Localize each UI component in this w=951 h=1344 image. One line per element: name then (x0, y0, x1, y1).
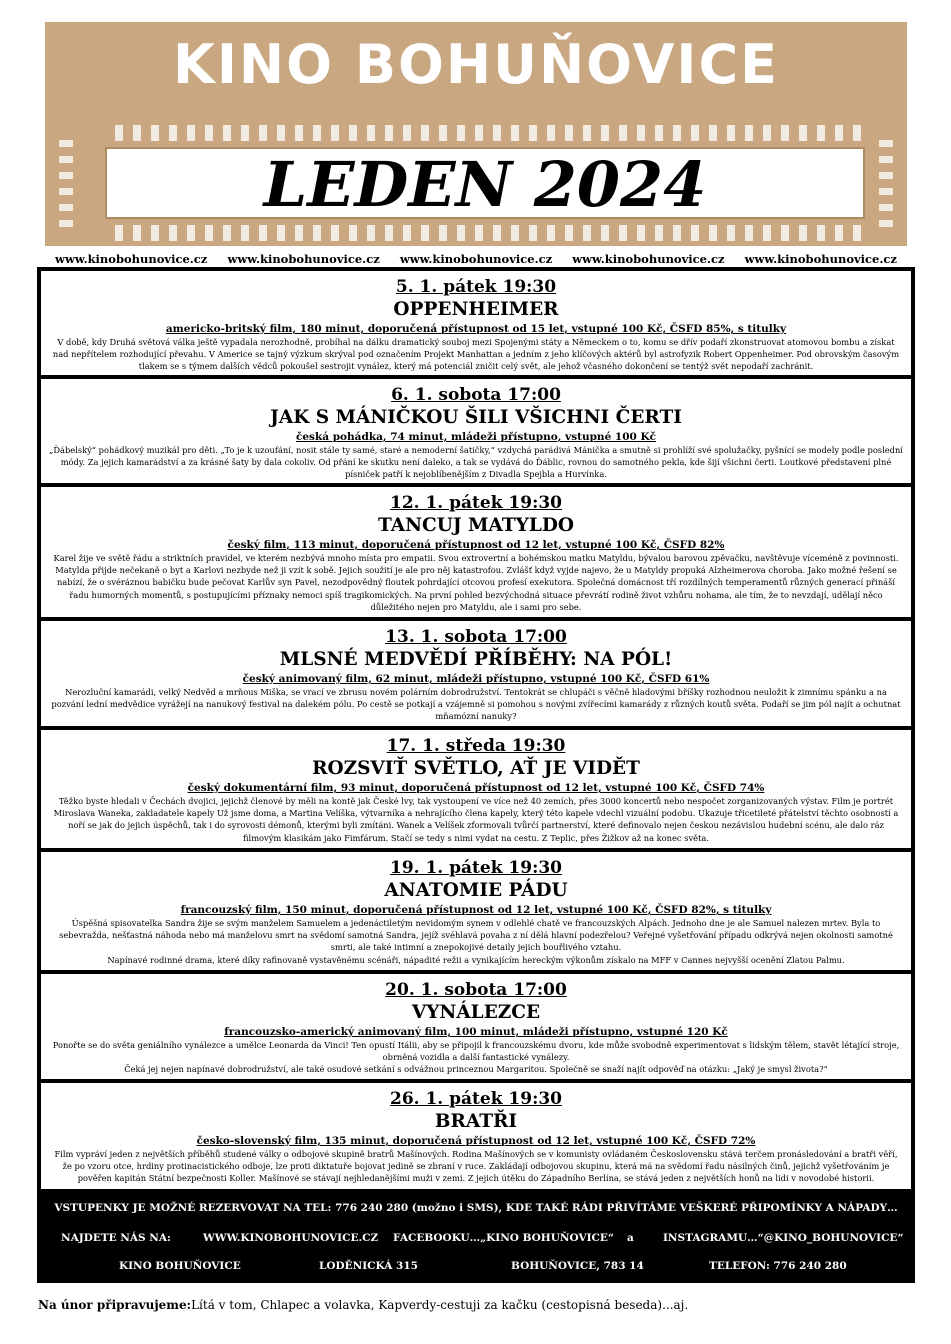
cinema-name: KINO BOHUŇOVICE (173, 33, 779, 96)
event-description: Ponořte se do světa geniálního vynálezce a umělce Leonarda da Vinci! Ten opustí Itálii, aby se připojil k francouzskému dvoru, kde může svobodně experimentovat s lidským tělem, stavět létající stroje, obrněná vozidla a další fantastické vynálezy. (52, 1040, 900, 1063)
event-manicka (41, 379, 911, 483)
town-address: BOHUŇOVICE, 783 14 (511, 1260, 644, 1272)
event-description: Film vypráví jeden z největších příběhů studené války o odbojové skupině bratrů Mašínových. Rodina Mašínových se v komunisty ovládaném Československu stává terčem pronásledování a bratři věří, že po vzoru otce, hrdiny protinacistického odboje, lze proti diktatuře bojovat jedině se zbraní v ruce. Zakládají odbojovou skupinu, která má na svědomí řadu násilných činů, jejichž vyšetřováním je pověřen kapitán Státní bezpečnosti Koller. Mašínové se stávají nejhledanějšími muži v zemi. Z jejich útěku do Západního Berlína, se stává jeden z největších honů na lidi v novodobé historii. (54, 1149, 898, 1184)
facebook-link[interactable]: FACEBOOKU…„KINO BOHUŇOVICE“ (393, 1232, 614, 1244)
event-date: 5. 1. pátek 19:30 (395, 277, 557, 297)
phone-number: TELEFON: 776 240 280 (709, 1260, 847, 1272)
event-date: 20. 1. sobota 17:00 (385, 980, 567, 1000)
event-description-extra: Čeká jej nejen napínavé dobrodružství, ale také osudové setkání s odvážnou princeznou Margaritou. Společně se snaží najít odpověď na otázku: „Jaký je smysl života?“ (124, 1064, 828, 1075)
event-date: 17. 1. středa 19:30 (386, 736, 566, 756)
event-rozsvit (41, 730, 911, 848)
instagram-link[interactable]: INSTAGRAMU…“@KINO_BOHUNOVICE“ (663, 1232, 904, 1244)
event-meta: francouzsko-americký animovaný film, 100 minut, mládeži přístupno, vstupné 120 Kč (224, 1026, 728, 1038)
event-matyldo (41, 487, 911, 617)
event-meta: český dokumentární film, 93 minut, doporučená přístupnost od 12 let, vstupné 100 Kč, ČSFD 74% (187, 782, 765, 794)
event-meta: český film, 113 minut, doporučená přístupnost od 12 let, vstupné 100 Kč, ČSFD 82% (227, 539, 725, 551)
event-bratri (41, 1083, 911, 1189)
website-links (45, 251, 907, 267)
reservation-info: VSTUPENKY JE MOŽNÉ REZERVOVAT NA TEL: 776 240 280 (možno i SMS), KDE TAKÉ RÁDI PŘIVÍTÁME VEŠKERÉ PŘIPOMÍNKY A NÁPADY… (54, 1202, 898, 1214)
event-title: JAK S MÁNIČKOU ŠILI VŠICHNI ČERTI (270, 407, 682, 428)
film-holes-top (105, 125, 865, 141)
website-link[interactable]: www.kinobohunovice.cz (572, 252, 725, 266)
event-oppenheimer (41, 271, 911, 375)
event-date: 12. 1. pátek 19:30 (389, 493, 563, 513)
upcoming-label: Na únor připravujeme: (38, 1298, 192, 1312)
upcoming-text: Lítá v tom, Chlapec a volavka, Kapverdy-cestuji za kačku (cestopisná beseda)...aj. (191, 1298, 689, 1312)
event-description: Karel žije ve světě řádu a striktních pravidel, ve kterém nezbývá mnoho místa pro empatii. Svou extrovertní a bohémskou matku Matyldu, bývalou barovou zpěvačku, navštěvuje víceméně z povinnosti. Matylda přijde nečekaně o byt a Karlovi nezbyde než ji vzít k sobě. Jejich soužití je ale pro něj katastrofou. Zvlášť když vyjde najevo, že u Matyldy propuká Alzheimerova choroba. Jako možné řešení se nabízí, že o svéráznou babičku bude pečovat Karlův syn Pavel, nezodpovědný floutek pohrdající otcovou profesí exekutora. Společná domácnost tří rozdílných temperamentů různých generací přináší řadu humorných momentů, s postupujícími příznaky nemoci spíš tragikomických. Na první pohled bezvýchodná situace převrátí rodině život vzhůru nohama, ale tím, že to nevzdají, udělají něco důležitého nejen pro Matyldu, ale i sami pro sebe. (53, 553, 899, 612)
event-date: 19. 1. pátek 19:30 (389, 858, 563, 878)
poster-header (45, 22, 907, 246)
and-label: a (627, 1232, 634, 1244)
film-strip-left (59, 132, 73, 236)
event-title: ANATOMIE PÁDU (384, 880, 568, 901)
event-meta: česká pohádka, 74 minut, mládeži přístupno, vstupné 100 Kč (295, 431, 656, 443)
event-title: BRATŘI (434, 1111, 518, 1132)
event-meta: francouzský film, 150 minut, doporučená přístupnost od 12 let, vstupné 100 Kč, ČSFD 82%, s titulky (180, 904, 772, 916)
event-anatomie (41, 852, 911, 970)
website-link[interactable]: www.kinobohunovice.cz (55, 252, 208, 266)
event-meta: český animovaný film, 62 minut, mládeži přístupno, vstupné 100 Kč, ČSFD 61% (242, 673, 710, 685)
venue-name: KINO BOHUŇOVICE (119, 1260, 241, 1272)
film-strip-right (879, 132, 893, 236)
event-vynalezce (41, 974, 911, 1079)
find-us-label: NAJDETE NÁS NA: (61, 1232, 171, 1244)
event-meta: americko-britský film, 180 minut, doporučená přístupnost od 15 let, vstupné 100 Kč, ČSFD 85%, s titulky (165, 323, 787, 335)
event-date: 6. 1. sobota 17:00 (391, 385, 561, 405)
event-title: TANCUJ MATYLDO (377, 515, 575, 536)
website-link[interactable]: WWW.KINOBOHUNOVICE.CZ (203, 1232, 379, 1244)
upcoming-note (38, 1297, 688, 1313)
program-box (37, 267, 915, 1283)
contact-footer (41, 1193, 911, 1279)
film-frame (105, 125, 865, 241)
month-frame (105, 147, 865, 219)
event-description: Nerozluční kamarádi, velký Nedvěd a mrňous Miška, se vrací ve zbrusu novém polárním dobrodružství. Tentokrát se chlupáči s věčně hladovými bříšky rozhodnou neuložit k zimnímu spánku a na pozvání lední medvědice vyrážejí na nanukový festival na dalekém pólu. Po cestě se potkají a vzájemně si pomohou s novými zvířecími kamarády z různých koutů světa. Podaří se jim pól najít a ochutnat mňamózní nanuky? (51, 687, 901, 722)
event-date: 13. 1. sobota 17:00 (385, 627, 567, 647)
event-description: V době, kdy Druhá světová válka ještě vypadala nerozhodně, probíhal na dálku dramatický souboj mezi Spojenými státy a Německem o to, komu se dřív podaří zkonstruovat atomovou bombu a získat nad nepřítelem rozhodující převahu. V Americe se tajný výzkum skrýval pod označením Projekt Manhattan a jedním z jeho klíčových aktérů byl astrofyzik Robert Oppenheimer. Pod obrovským časovým tlakem se s týmem dalších vědců pokoušel sestrojit vynález, který má potenciál zničit celý svět, ale jehož včasného dokončení se tentýž svět nepodaří zachránit. (52, 337, 900, 372)
event-description: Úspěšná spisovatelka Sandra žije se svým manželem Samuelem a jedenáctiletým nevidomým synem v odlehlé chatě ve francouzských Alpách. Jednoho dne je ale Samuel nalezen mrtev. Byla to sebevražda, nešťastná náhoda nebo má manželovu smrt na svědomí samotná Sandra, jejíž svéhlavá povaha z ní dělá hlavní podezřelou? Veřejné vyšetřování případu odkrývá nejen okolnosti samotné smrti, ale také intimní a znepokojivé detaily jejich bouřlivého vztahu. (59, 918, 893, 953)
event-title: ROZSVIŤ SVĚTLO, AŤ JE VIDĚT (312, 758, 640, 779)
event-title: MLSNÉ MEDVĚDÍ PŘÍBĚHY: NA PÓL! (279, 649, 673, 670)
website-link[interactable]: www.kinobohunovice.cz (399, 252, 553, 266)
street-address: LODĚNICKÁ 315 (319, 1260, 418, 1272)
event-description-extra: Napínavé rodinné drama, které díky rafinovaně vystavěnému scénáři, nápadité režii a vynikajícím hereckým výkonům získalo na MFF v Cannes nejvyšší ocenění Zlatou Palmu. (107, 954, 845, 965)
event-medvedi (41, 621, 911, 726)
film-holes-bottom (105, 225, 865, 241)
event-date: 26. 1. pátek 19:30 (389, 1089, 563, 1109)
event-description: Těžko byste hledali v Čechách dvojici, jejichž členové by měli na kontě jak České lvy, tak vystoupení ve více než 40 zemích, přes 3000 koncertů nebo nespočet zorganizovaných výstav. Film je portrét Miroslava Waneka, zakladatele kapely Už jsme doma, a Martina Velíška, výtvarníka a nehrajícího člena kapely, který této kapele vdechl vizuální podobu. Ukazuje třicetileté přátelství těchto osobností a noří se jak do jejich úspěchů, tak i do syrovosti démonů, kterými byli zmítáni. Wanek a Velíšek zformovali tvůrčí partnerství, které definovalo nejen českou nezávislou hudební scénu, ale dalo ráz filmovým klasikám jako Fimfárum. Stačí se tedy s nimi vydat na cestu. Z Teplic, přes Žižkov až na konec světa. (53, 796, 899, 843)
event-title: VYNÁLEZCE (411, 1002, 541, 1023)
event-description: „Ďábelský“ pohádkový muzikál pro děti. „To je k uzoufání, nosit stále ty samé, staré a nemoderní šatičky,“ vzdychá parádivá Mánička a smutně si prohlíží své spolužačky, pyšnící se modely podle poslední módy. Za jejich kamarádství a za krásné šaty by dala cokoliv. Od přání ke skutku není daleko, a tak se vydává do Ďáblic, rovnou do samotného pekla, kde šijí všichni čerti. Loutkové představení plné písniček patří k nejoblíbenějším z Divadla Spejbla a Hurvínka. (49, 445, 903, 480)
event-meta: česko-slovenský film, 135 minut, doporučená přístupnost od 12 let, vstupné 100 Kč, ČSFD 72% (196, 1135, 756, 1147)
website-link[interactable]: www.kinobohunovice.cz (744, 252, 897, 266)
event-title: OPPENHEIMER (393, 299, 559, 320)
website-link[interactable]: www.kinobohunovice.cz (227, 252, 380, 266)
month-title: LEDEN 2024 (263, 148, 707, 221)
